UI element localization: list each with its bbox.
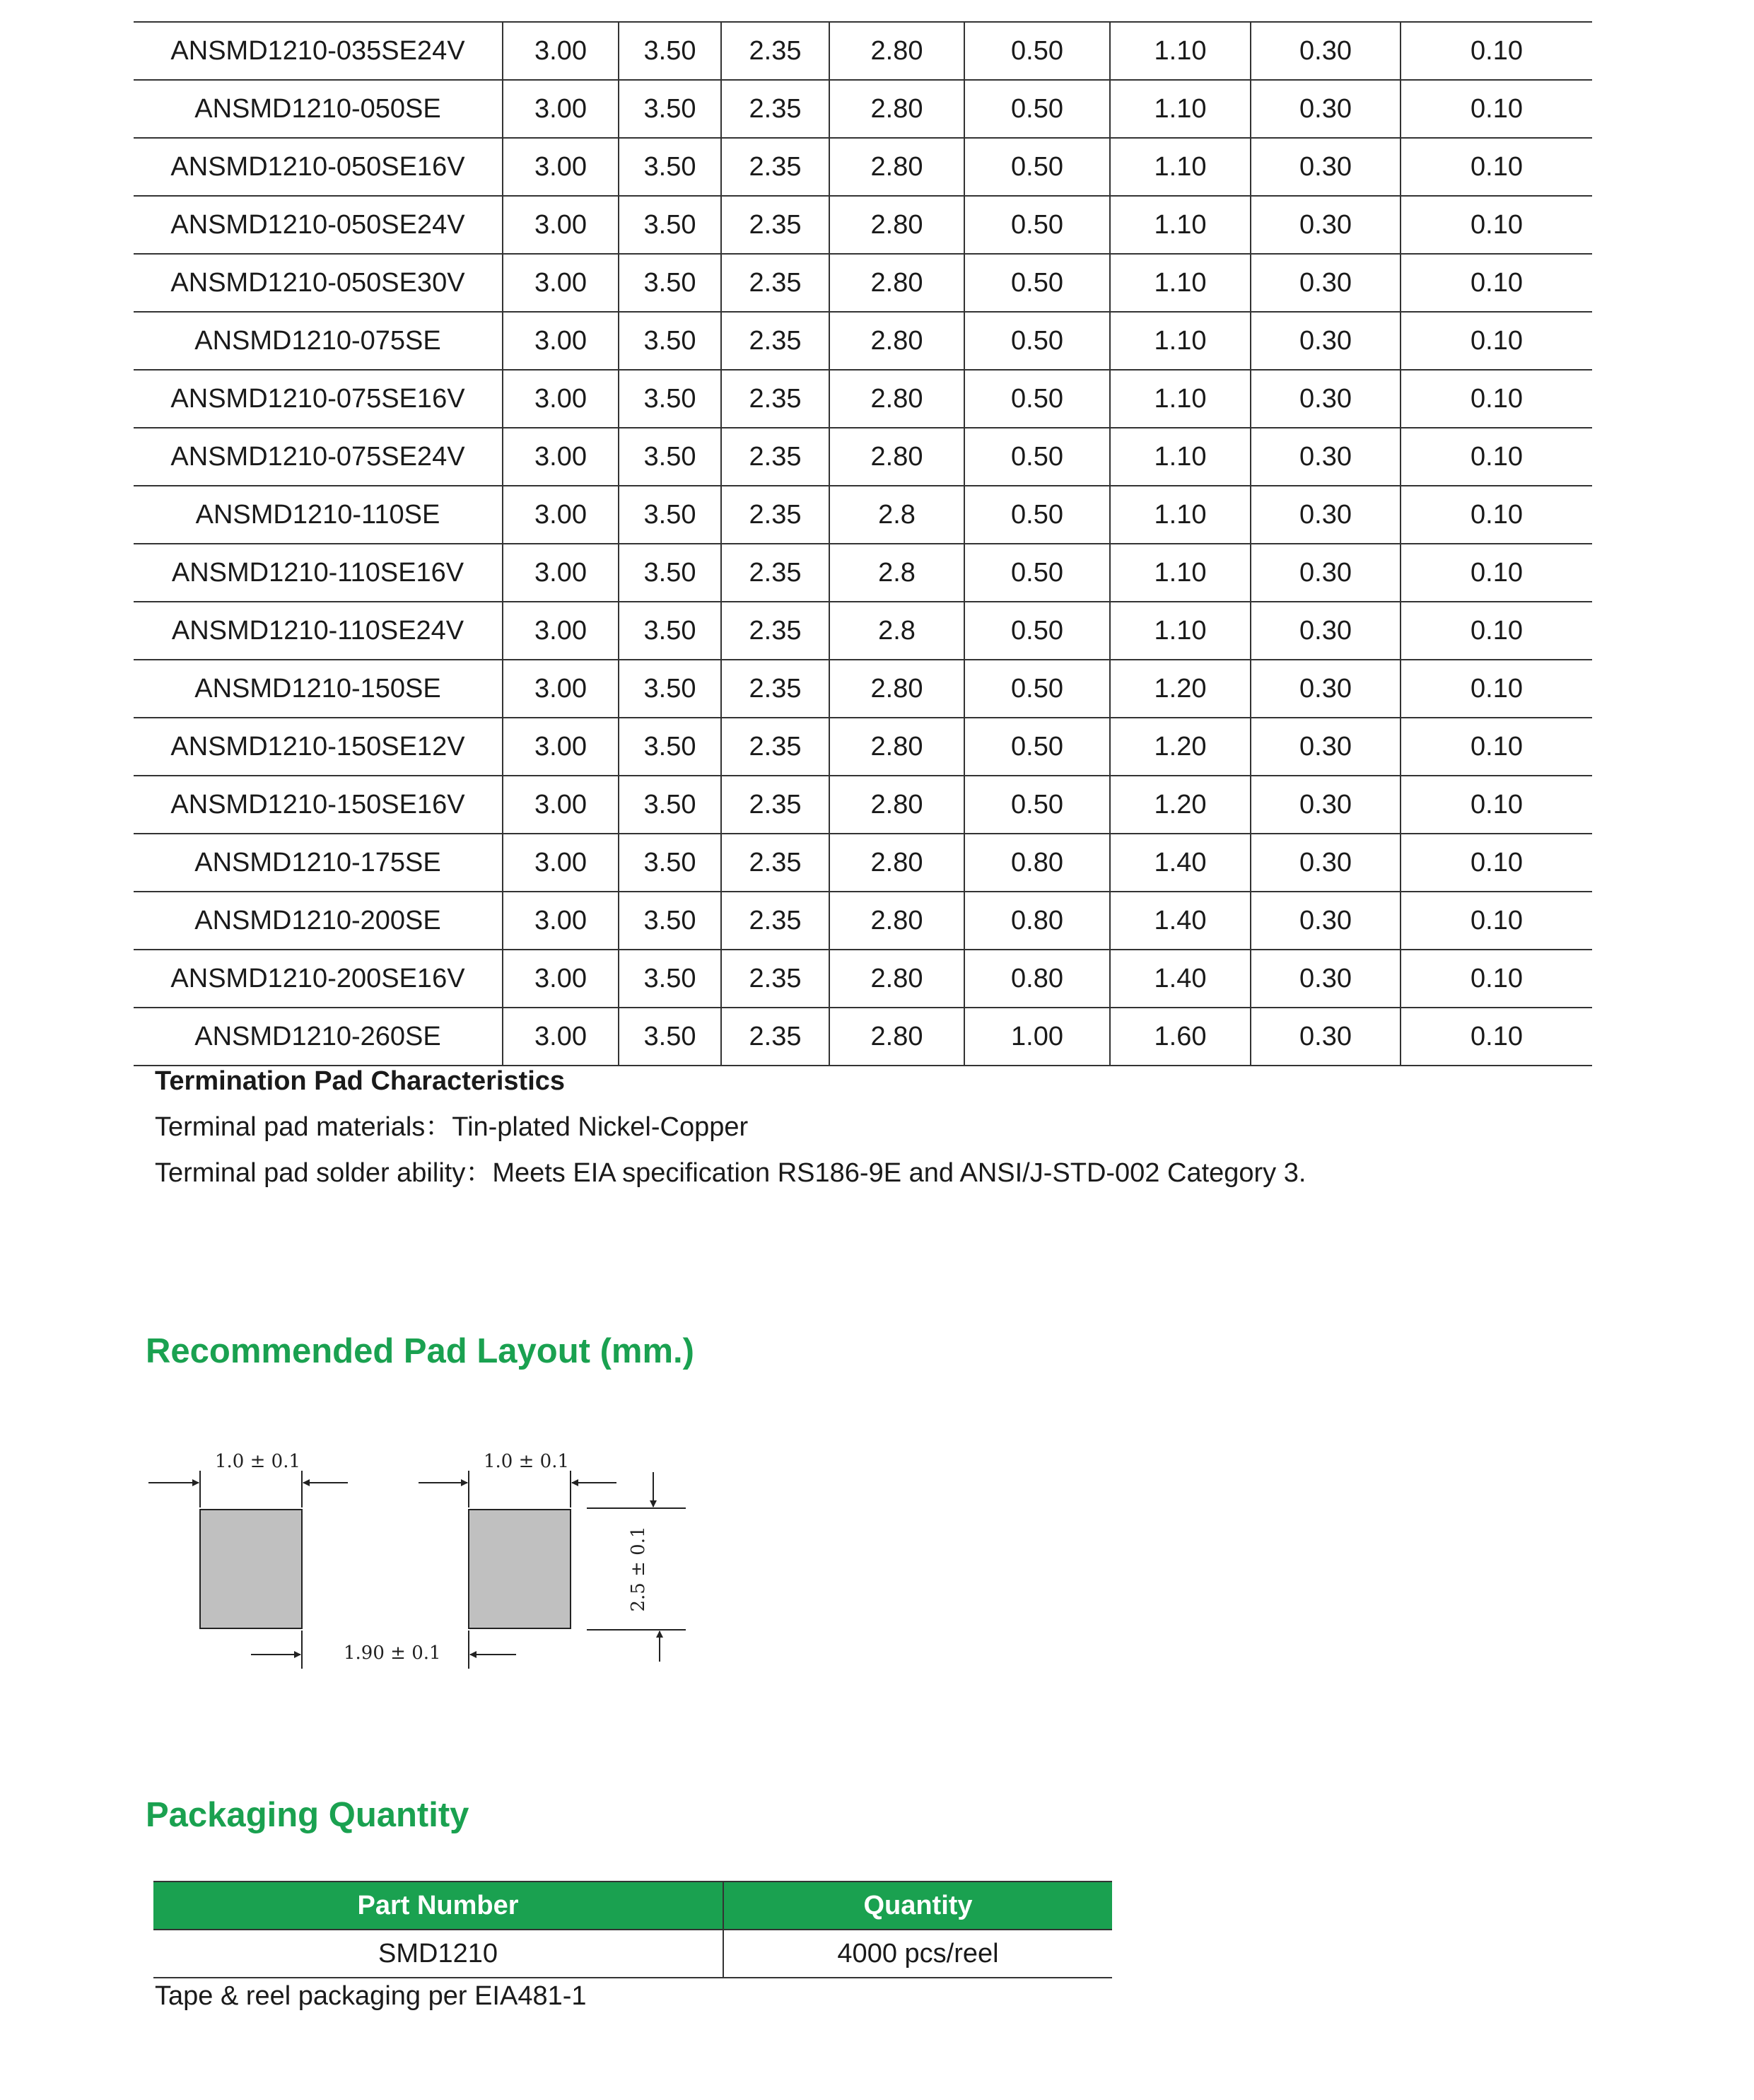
value-cell: 1.10 (1110, 312, 1251, 370)
value-cell: 3.50 (619, 544, 721, 602)
pad-layout-heading: Recommended Pad Layout (mm.) (146, 1332, 694, 1370)
value-cell: 0.30 (1251, 1008, 1401, 1066)
spec-table-body (134, 22, 1592, 1066)
terminal-materials: Terminal pad materials：Tin-plated Nickel-Copper (155, 1112, 749, 1142)
value-cell: 0.30 (1251, 428, 1401, 486)
value-cell: 0.10 (1401, 1008, 1592, 1066)
value-cell: 2.35 (721, 718, 829, 776)
table-row (134, 254, 1592, 312)
value-cell: 0.30 (1251, 544, 1401, 602)
pad-height-dimension (587, 1472, 686, 1662)
value-cell: 0.30 (1251, 602, 1401, 660)
value-cell: 3.00 (503, 892, 619, 950)
value-cell: 3.50 (619, 718, 721, 776)
value-cell: 2.35 (721, 428, 829, 486)
value-cell: 3.00 (503, 428, 619, 486)
value-cell: 0.80 (964, 950, 1110, 1008)
value-cell: 3.50 (619, 834, 721, 892)
left-pad-width-label: 1.0 ± 0.1 (215, 1451, 301, 1472)
value-cell: 0.10 (1401, 254, 1592, 312)
value-cell: 3.00 (503, 1008, 619, 1066)
value-cell: 3.00 (503, 370, 619, 428)
part-number-cell: ANSMD1210-050SE (134, 80, 503, 138)
value-cell: 3.00 (503, 602, 619, 660)
value-cell: 2.35 (721, 1008, 829, 1066)
value-cell: 2.35 (721, 602, 829, 660)
value-cell: 0.30 (1251, 834, 1401, 892)
value-cell: 2.80 (829, 138, 964, 196)
value-cell: 3.50 (619, 254, 721, 312)
table-row (134, 196, 1592, 254)
value-cell: 1.10 (1110, 196, 1251, 254)
part-number-cell: ANSMD1210-150SE12V (134, 718, 503, 776)
value-cell: 2.80 (829, 370, 964, 428)
part-number-cell: ANSMD1210-075SE (134, 312, 503, 370)
value-cell: 3.50 (619, 428, 721, 486)
value-cell: 0.10 (1401, 22, 1592, 80)
part-number-cell: ANSMD1210-075SE16V (134, 370, 503, 428)
value-cell: 3.00 (503, 544, 619, 602)
table-row (134, 718, 1592, 776)
table-row (134, 660, 1592, 718)
value-cell: 2.80 (829, 312, 964, 370)
part-number-cell: ANSMD1210-110SE16V (134, 544, 503, 602)
value-cell: 0.50 (964, 602, 1110, 660)
value-cell: 0.30 (1251, 80, 1401, 138)
value-cell: 0.30 (1251, 892, 1401, 950)
part-number-cell: ANSMD1210-050SE24V (134, 196, 503, 254)
pad-gap-dimension (251, 1631, 516, 1669)
value-cell: 3.50 (619, 776, 721, 834)
value-cell: 0.30 (1251, 254, 1401, 312)
value-cell: 1.40 (1110, 834, 1251, 892)
value-cell: 2.80 (829, 254, 964, 312)
table-row (134, 834, 1592, 892)
value-cell: 0.50 (964, 544, 1110, 602)
value-cell: 0.10 (1401, 370, 1592, 428)
value-cell: 1.10 (1110, 370, 1251, 428)
value-cell: 2.35 (721, 196, 829, 254)
value-cell: 1.20 (1110, 776, 1251, 834)
value-cell: 3.50 (619, 892, 721, 950)
header-quantity: Quantity (723, 1882, 1112, 1930)
value-cell: 0.30 (1251, 22, 1401, 80)
value-cell: 2.80 (829, 22, 964, 80)
part-number-cell: ANSMD1210-050SE16V (134, 138, 503, 196)
value-cell: 3.00 (503, 80, 619, 138)
table-row (134, 892, 1592, 950)
value-cell: 0.30 (1251, 950, 1401, 1008)
value-cell: 3.50 (619, 602, 721, 660)
right-pad-width-dimension (419, 1451, 616, 1507)
value-cell: 0.30 (1251, 138, 1401, 196)
value-cell: 0.10 (1401, 660, 1592, 718)
value-cell: 0.50 (964, 486, 1110, 544)
table-row (134, 486, 1592, 544)
value-cell: 0.50 (964, 312, 1110, 370)
value-cell: 0.10 (1401, 138, 1592, 196)
value-cell: 0.10 (1401, 428, 1592, 486)
value-cell: 0.30 (1251, 312, 1401, 370)
right-pad (469, 1510, 571, 1628)
table-row (134, 138, 1592, 196)
packaging-table (153, 1881, 1112, 1978)
part-number-cell: ANSMD1210-050SE30V (134, 254, 503, 312)
table-row (134, 370, 1592, 428)
table-row (134, 950, 1592, 1008)
value-cell: 2.80 (829, 80, 964, 138)
value-cell: 1.20 (1110, 660, 1251, 718)
value-cell: 0.50 (964, 776, 1110, 834)
value-cell: 0.10 (1401, 486, 1592, 544)
left-pad (200, 1510, 302, 1628)
value-cell: 2.35 (721, 892, 829, 950)
value-cell: 1.10 (1110, 138, 1251, 196)
value-cell: 0.80 (964, 892, 1110, 950)
value-cell: 2.80 (829, 718, 964, 776)
spec-table (134, 21, 1592, 1066)
value-cell: 2.35 (721, 22, 829, 80)
value-cell: 3.00 (503, 950, 619, 1008)
value-cell: 3.50 (619, 1008, 721, 1066)
value-cell: 3.00 (503, 834, 619, 892)
packaging-quantity: 4000 pcs/reel (723, 1930, 1112, 1978)
value-cell: 2.8 (829, 486, 964, 544)
value-cell: 0.30 (1251, 776, 1401, 834)
value-cell: 0.30 (1251, 486, 1401, 544)
part-number-cell: ANSMD1210-075SE24V (134, 428, 503, 486)
terminal-solderability: Terminal pad solder ability：Meets EIA specification RS186-9E and ANSI/J-STD-002 Category 3. (155, 1158, 1306, 1188)
part-number-cell: ANSMD1210-150SE16V (134, 776, 503, 834)
value-cell: 2.35 (721, 312, 829, 370)
value-cell: 0.50 (964, 718, 1110, 776)
packaging-note: Tape & reel packaging per EIA481-1 (155, 1981, 587, 2011)
value-cell: 2.35 (721, 80, 829, 138)
value-cell: 0.50 (964, 80, 1110, 138)
value-cell: 3.00 (503, 254, 619, 312)
value-cell: 1.10 (1110, 602, 1251, 660)
value-cell: 1.40 (1110, 950, 1251, 1008)
part-number-cell: ANSMD1210-150SE (134, 660, 503, 718)
header-part-number: Part Number (153, 1882, 723, 1930)
termination-title: Termination Pad Characteristics (155, 1066, 566, 1096)
value-cell: 2.80 (829, 660, 964, 718)
value-cell: 3.50 (619, 660, 721, 718)
value-cell: 1.10 (1110, 428, 1251, 486)
right-pad-width-label: 1.0 ± 0.1 (484, 1451, 570, 1472)
value-cell: 2.35 (721, 486, 829, 544)
value-cell: 0.10 (1401, 776, 1592, 834)
value-cell: 3.50 (619, 370, 721, 428)
value-cell: 1.10 (1110, 80, 1251, 138)
table-row (134, 22, 1592, 80)
part-number-cell: ANSMD1210-260SE (134, 1008, 503, 1066)
value-cell: 0.10 (1401, 80, 1592, 138)
value-cell: 1.10 (1110, 254, 1251, 312)
pad-height-label: 2.5 ± 0.1 (628, 1526, 649, 1612)
value-cell: 3.00 (503, 22, 619, 80)
value-cell: 3.50 (619, 22, 721, 80)
table-row (134, 428, 1592, 486)
part-number-cell: ANSMD1210-175SE (134, 834, 503, 892)
value-cell: 2.35 (721, 138, 829, 196)
value-cell: 3.00 (503, 138, 619, 196)
value-cell: 0.50 (964, 660, 1110, 718)
value-cell: 3.50 (619, 950, 721, 1008)
value-cell: 2.35 (721, 834, 829, 892)
part-number-cell: ANSMD1210-110SE24V (134, 602, 503, 660)
value-cell: 2.80 (829, 776, 964, 834)
value-cell: 0.30 (1251, 370, 1401, 428)
value-cell: 0.30 (1251, 660, 1401, 718)
value-cell: 2.35 (721, 544, 829, 602)
value-cell: 0.50 (964, 22, 1110, 80)
value-cell: 2.80 (829, 892, 964, 950)
value-cell: 0.10 (1401, 196, 1592, 254)
value-cell: 0.10 (1401, 602, 1592, 660)
value-cell: 3.00 (503, 486, 619, 544)
value-cell: 0.30 (1251, 196, 1401, 254)
part-number-cell: ANSMD1210-200SE (134, 892, 503, 950)
table-row (134, 80, 1592, 138)
value-cell: 2.35 (721, 370, 829, 428)
value-cell: 0.10 (1401, 834, 1592, 892)
value-cell: 0.50 (964, 370, 1110, 428)
value-cell: 1.40 (1110, 892, 1251, 950)
value-cell: 3.50 (619, 312, 721, 370)
value-cell: 3.50 (619, 486, 721, 544)
termination-section (155, 1058, 1306, 1196)
value-cell: 2.80 (829, 196, 964, 254)
value-cell: 0.50 (964, 254, 1110, 312)
table-row (134, 1008, 1592, 1066)
table-row (134, 602, 1592, 660)
value-cell: 2.80 (829, 950, 964, 1008)
table-row (134, 312, 1592, 370)
value-cell: 0.10 (1401, 950, 1592, 1008)
value-cell: 3.00 (503, 776, 619, 834)
packaging-header-row (153, 1882, 1112, 1930)
value-cell: 3.00 (503, 312, 619, 370)
value-cell: 2.35 (721, 776, 829, 834)
part-number-cell: ANSMD1210-200SE16V (134, 950, 503, 1008)
value-cell: 0.50 (964, 428, 1110, 486)
packaging-heading: Packaging Quantity (146, 1796, 469, 1834)
value-cell: 2.8 (829, 544, 964, 602)
value-cell: 3.50 (619, 138, 721, 196)
value-cell: 1.10 (1110, 544, 1251, 602)
value-cell: 0.10 (1401, 892, 1592, 950)
value-cell: 0.50 (964, 196, 1110, 254)
value-cell: 2.35 (721, 660, 829, 718)
value-cell: 0.50 (964, 138, 1110, 196)
pad-layout-diagram (141, 1442, 707, 1683)
value-cell: 3.00 (503, 196, 619, 254)
value-cell: 0.80 (964, 834, 1110, 892)
value-cell: 2.80 (829, 428, 964, 486)
value-cell: 2.80 (829, 834, 964, 892)
table-row (134, 776, 1592, 834)
left-pad-width-dimension (148, 1451, 348, 1507)
value-cell: 1.10 (1110, 486, 1251, 544)
value-cell: 3.50 (619, 80, 721, 138)
value-cell: 3.00 (503, 718, 619, 776)
value-cell: 0.30 (1251, 718, 1401, 776)
part-number-cell: ANSMD1210-035SE24V (134, 22, 503, 80)
value-cell: 0.10 (1401, 312, 1592, 370)
value-cell: 3.00 (503, 660, 619, 718)
value-cell: 0.10 (1401, 544, 1592, 602)
value-cell: 0.10 (1401, 718, 1592, 776)
value-cell: 2.35 (721, 254, 829, 312)
value-cell: 2.35 (721, 950, 829, 1008)
value-cell: 1.20 (1110, 718, 1251, 776)
table-row (134, 544, 1592, 602)
part-number-cell: ANSMD1210-110SE (134, 486, 503, 544)
value-cell: 1.60 (1110, 1008, 1251, 1066)
value-cell: 1.00 (964, 1008, 1110, 1066)
pad-gap-label: 1.90 ± 0.1 (344, 1643, 441, 1664)
value-cell: 2.80 (829, 1008, 964, 1066)
packaging-part-number: SMD1210 (153, 1930, 723, 1978)
value-cell: 1.10 (1110, 22, 1251, 80)
packaging-row (153, 1930, 1112, 1978)
value-cell: 2.8 (829, 602, 964, 660)
value-cell: 3.50 (619, 196, 721, 254)
